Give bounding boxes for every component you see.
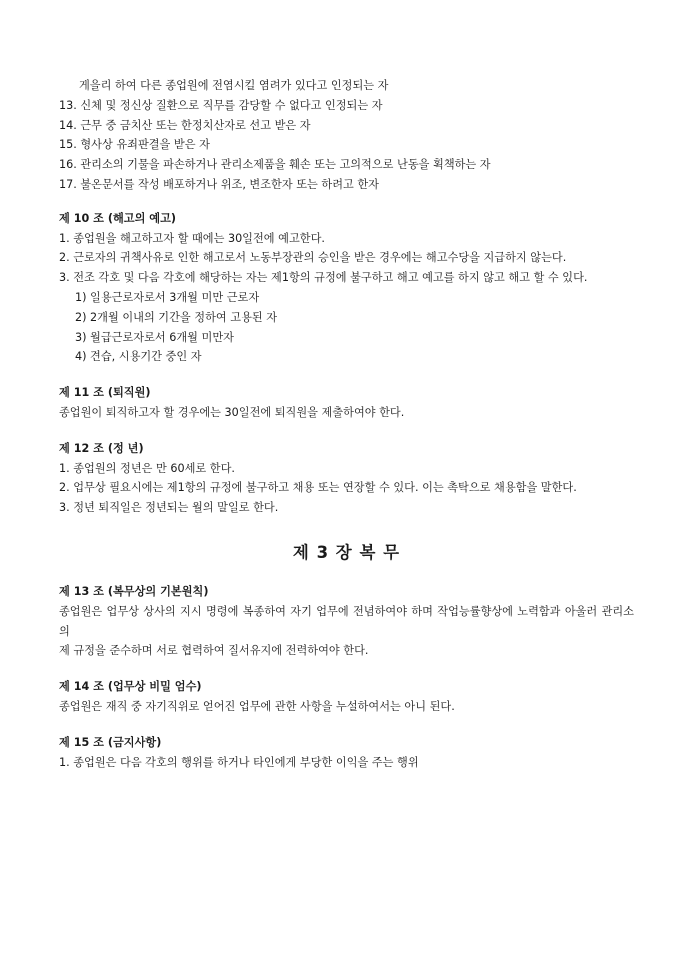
article-11-text: 종업원이 퇴직하고자 할 경우에는 30일전에 퇴직원을 제출하여야 한다. xyxy=(59,405,405,419)
list-item: 14. 근무 중 금치산 또는 한정치산자로 선고 받은 자 xyxy=(59,118,311,132)
article-10-item-3: 3. 전조 각호 및 다음 각호에 해당하는 자는 제1항의 규정에 불구하고 해고 예고를 하지 않고 해고 할 수 있다. xyxy=(59,271,588,285)
article-10-sub-2: 2) 2개월 이내의 기간을 정하여 고용된 자 xyxy=(75,310,278,324)
article-10-sub-4: 4) 견습, 시용기간 중인 자 xyxy=(75,350,202,364)
article-12-item-2: 2. 업무상 필요시에는 제1항의 규정에 불구하고 채용 또는 연장할 수 있다. 이는 촉탁으로 채용함을 말한다. xyxy=(59,481,577,495)
article-12-item-3: 3. 정년 퇴직일은 정년되는 월의 말일로 한다. xyxy=(59,501,279,515)
article-14-text: 종업원은 재직 중 자기직위로 얻어진 업무에 관한 사항을 누설하여서는 아니 된다. xyxy=(59,699,455,713)
list-item: 17. 불온문서를 작성 배포하거나 위조, 변조한자 또는 하려고 한자 xyxy=(59,177,379,191)
article-13-text-1: 종업원은 업무상 상사의 지시 명령에 복종하여 자기 업무에 전념하여야 하며 작업능률향상에 노력함과 아울러 관리소의 xyxy=(59,604,634,638)
article-13-text-2: 제 규정을 준수하며 서로 협력하여 질서유지에 전력하여야 한다. xyxy=(59,644,369,658)
article-13-title: 제 13 조 (복무상의 기본원칙) xyxy=(59,584,209,598)
list-item: 게을리 하여 다른 종업원에 전염시킬 염려가 있다고 인정되는 자 xyxy=(79,79,389,92)
document-page xyxy=(59,76,634,772)
list-item: 13. 신체 및 정신상 질환으로 직무를 감당할 수 없다고 인정되는 자 xyxy=(59,98,383,112)
article-10-item-1: 1. 종업원을 해고하고자 할 때에는 30일전에 예고한다. xyxy=(59,231,325,245)
article-10-sub-3: 3) 월급근로자로서 6개월 미만자 xyxy=(75,330,234,344)
article-12-title: 제 12 조 (정 년) xyxy=(59,441,144,455)
article-10-item-2: 2. 근로자의 귀책사유로 인한 해고로서 노동부장관의 승인을 받은 경우에는 해고수당을 지급하지 않는다. xyxy=(59,251,567,265)
article-14-title: 제 14 조 (업무상 비밀 엄수) xyxy=(59,680,202,694)
article-12-item-1: 1. 종업원의 정년은 만 60세로 한다. xyxy=(59,461,235,475)
article-15-title: 제 15 조 (금지사항) xyxy=(59,735,162,749)
chapter-title: 제 3 장 복 무 xyxy=(292,542,401,562)
article-10-title: 제 10 조 (해고의 예고) xyxy=(59,211,177,225)
article-15-item-1: 1. 종업원은 다음 각호의 행위를 하거나 타인에게 부당한 이익을 주는 행위 xyxy=(59,755,419,769)
list-item: 15. 형사상 유죄판결을 받은 자 xyxy=(59,138,210,152)
list-item: 16. 관리소의 기물을 파손하거나 관리소제품을 훼손 또는 고의적으로 난동을 획책하는 자 xyxy=(59,158,491,172)
article-11-title: 제 11 조 (퇴직원) xyxy=(59,386,151,400)
article-10-sub-1: 1) 일용근로자로서 3개월 미만 근로자 xyxy=(75,290,260,304)
